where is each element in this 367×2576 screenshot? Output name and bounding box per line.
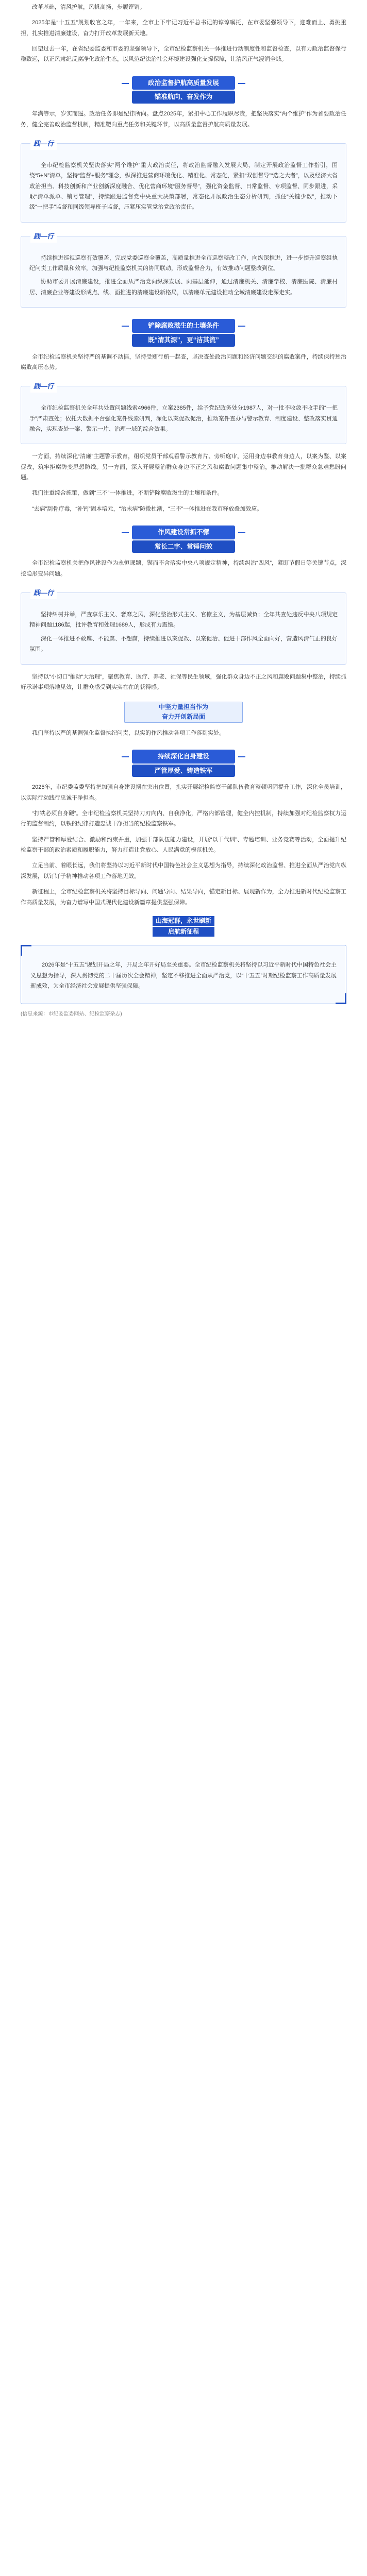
slogan-line: 山海冠群，永世刷新 [153,916,214,926]
sub-banner [124,702,243,722]
card-tag-suffix: 行 [47,382,54,391]
section-paragraph: 我们坚持以严的基调强化监督执纪问责，以实的作风推动各项工作落到实处。 [32,730,225,736]
card-tag: 践—行 [30,380,57,393]
section-banner-subtitle: 常长二字、常锤问效 [132,540,235,553]
sub-banner-line: 奋力开创新局面 [161,713,205,721]
section-anti-corruption [21,319,346,514]
article-intro [21,2,346,65]
card-paragraph: 全市纪检监察机关全年共处置问题线索4966件，立案2385件，给予党纪政务处分1987人，对一批不收敛不收手的“一把手”严肃查处；依托大数据平台强化案件线索研判，深化以案促改促治，推动案件查办与警示教育、制度建设、整改落实贯通融合，实现查处一案、警示一片、治理一域的综合效果。 [29,405,338,432]
source-footer: (信息来源：市纪委监委网站、纪检监察杂志) [21,1011,122,1018]
card-paragraph: 全市纪检监察机关坚决落实“两个维护”重大政治责任，将政治监督融入发展大局，制定开展政治监督工作指引，围绕“5+N”清单，坚持“监督+服务”理念，纵深推进营商环境优化、精准化、常态化，紧扣“双创督导”“选之大者”，以及经济大省政治担当、科技创新和产业创新深度融合、优化营商环境“服务督导”，强化资金监督、日常监督、专项监督、同步跟进，采取“清单派单、销号管理”，持续跟进监督党中央重大决策部署，常态化开展政治生态分析研判，抓住“关键少数”，推动下级“一把手”监督和同级领导班子监督，压紧压实管党治党政治责任。 [29,162,338,211]
section-paragraph: 坚持以“小切口”推动“大治理”，聚焦教育、医疗、养老、社保等民生领域，强化群众身边不正之风和腐败问题集中整治，持续抓好承诺事项落地见效，让群众感受到实实在在的获得感。 [21,673,346,690]
section-banner-title: 政治监督护航高质量发展 [132,76,235,90]
article [0,2,367,1027]
card-paragraph: 协助市委开展清廉建设，推进全面从严治党向纵深发展、向基层延伸，通过清廉机关、清廉学校、清廉医院、清廉村居、清廉企业等建设形成点、线、面推进的清廉建设新格局，以清廉单元建设推动全域清廉建设走深走实。 [29,279,338,296]
section-banner-title: 持续深化自身建设 [132,750,235,764]
highlight-card [21,139,346,223]
intro-paragraph: 改革基础，清风护航，风帆高扬，步履铿锵。 [32,4,145,10]
closing-paragraph: 2026年是“十五五”规划开局之年，开局之年开好局至关重要。全市纪检监察机关将坚持以习近平新时代中国特色社会主义思想为指导，深入贯彻党的二十届历次全会精神，坚定不移推进全面从严治党，以“十五五”时期纪检监察工作高质量发展新成效，为全市经济社会发展提供坚强保障。 [30,962,337,989]
card-tag: 践—行 [30,587,57,599]
section-paragraph: 新征程上，全市纪检监察机关将坚持目标导向、问题导向、结果导向，锚定新目标、展现新作为，全力推进新时代纪检监察工作高质量发展，为奋力谱写中国式现代化建设新篇章提供坚强保障。 [21,889,346,906]
section-work-style [21,526,346,738]
closing-box [21,945,346,1004]
card-paragraph: 坚持纠树并举，严查享乐主义、奢靡之风，深化整治形式主义、官僚主义，为基层减负；全年共查处违反中央八项规定精神问题1186起，批评教育和处理1689人，形成有力震慑。 [29,612,338,629]
highlight-card [21,382,346,444]
section-paragraph: 一方面，持续深化“清廉”主题警示教育，组织党员干部观看警示教育片、旁听庭审，运用身边事教育身边人，以案为鉴、以案促改，筑牢拒腐防变思想防线。另一方面，深入开展整治群众身边不正之风和腐败问题集中整治，推动解决一批群众急难愁盼问题。 [21,453,346,481]
highlight-card [21,589,346,664]
intro-paragraph: 2025年是“十五五”规划收官之年，一年来，全市上下牢记习近平总书记的谆谆嘱托，在市委坚强领导下，迎难而上、勇挑重担，扎实推进清廉建设，奋力打开改革发展新天地。 [21,20,346,37]
section-banner-subtitle: 既“清其源”，更“洁其流” [132,334,235,347]
highlight-card [21,232,346,308]
section-banner [132,526,235,553]
section-paragraph: “去病”刮骨疗毒，“补钙”固本培元，“治未病”防微杜渐，“三不”一体推进在我市释放叠加效应。 [32,505,263,512]
slogan [21,916,346,937]
sub-banner-line: 中坚力量担当作为 [158,703,208,711]
card-paragraph: 持续推进巡视巡察有效覆盖，完成党委巡察全覆盖，高质量推进全市巡察整改工作，向纵深推进，进一步提升巡察组执纪问责工作质量和效率，加强与纪检监察机关的协同联动，形成监督合力，有效推动问题整改到位。 [29,255,338,272]
section-banner [132,76,235,104]
intro-paragraph: 回望过去一年，在省纪委监委和市委的坚强领导下，全市纪检监察机关一体推进行动制度性和监督检查，以有力政治监督保行稳致远，以正风肃纪反腐净化政治生态，以风范纪法治社会环境建设强化支撑保障，让清风正气浸润全域。 [21,46,346,63]
section-lead: 全市纪检监察机关坚持严的基调不动摇，坚持受贿行贿一起查，坚决查处政治问题和经济问题交织的腐败案件，持续保持惩治腐败高压态势。 [21,353,346,370]
section-self-building [21,750,346,908]
section-banner-title: 作风建设常抓不懈 [132,526,235,539]
card-tag-suffix: 行 [47,139,54,147]
section-banner [132,750,235,777]
card-tag: 践—行 [30,230,57,243]
card-paragraph: 深化一体推进不敢腐、不能腐、不想腐，持续推进以案促改、以案促治、促进干部作风全面向好，营造风清气正的良好氛围。 [29,635,338,653]
section-paragraph: 我们注重综合施策，做到“三不”一体推进，不断铲除腐败滋生的土壤和条件。 [32,490,223,497]
slogan-line: 启航新征程 [153,927,214,937]
section-lead: 全市纪检监察机关把作风建设作为永恒课题，锲而不舍落实中央八项规定精神，持续纠治“四风”，紧盯节假日等关键节点，深挖隐形变异问题。 [21,560,346,577]
section-political-supervision [21,76,346,308]
card-tag-suffix: 行 [47,589,54,597]
card-tag-prefix: 践 [34,382,41,391]
section-banner [132,319,235,347]
section-banner-subtitle: 严管厚爱、铸造铁军 [132,765,235,777]
card-tag-prefix: 践 [34,589,41,597]
section-banner-subtitle: 锚准航向、奋发作为 [132,91,235,104]
section-paragraph: 立足当前、着眼长远，我们将坚持以习近平新时代中国特色社会主义思想为指导，持续深化政治监督、推进全面从严治党向纵深发展，以钉钉子精神推动各项工作落地见效。 [21,862,346,879]
card-tag-prefix: 践 [34,232,41,240]
section-banner-title: 铲除腐败滋生的土壤条件 [132,319,235,333]
card-tag-prefix: 践 [34,139,41,147]
section-lead: 年满等示，岁实而遥。政治任务即是纪律所向。盘点2025年，紧扣中心工作履职尽责，把坚决落实“两个维护”作为首要政治任务，健全完善政治监督机制，精准靶向重点任务和关键环节，以高质量监督护航高质量发展。 [21,111,346,128]
section-paragraph: “打铁必须自身硬”。全市纪检监察机关坚持刀刃向内、自我净化，严格内部管理，健全内控机制，持续加强对纪检监察权力运行的监督制约，以铁的纪律打造忠诚干净担当的纪检监察铁军。 [21,810,346,827]
card-tag: 践—行 [30,138,57,150]
card-tag-suffix: 行 [47,232,54,240]
section-lead: 2025年，市纪委监委坚持把加强自身建设摆在突出位置，扎实开展纪检监察干部队伍教育整顿巩固提升工作，深化全员培训，以实际行动践行忠诚干净担当。 [21,784,346,801]
section-paragraph: 坚持严管和厚爱结合、激励和约束并重，加强干部队伍能力建设，开展“以干代训”、专题培训、业务竞赛等活动，全面提升纪检监察干部的政治素质和履职能力，努力打造让党放心、人民满意的模范机关。 [21,836,346,854]
